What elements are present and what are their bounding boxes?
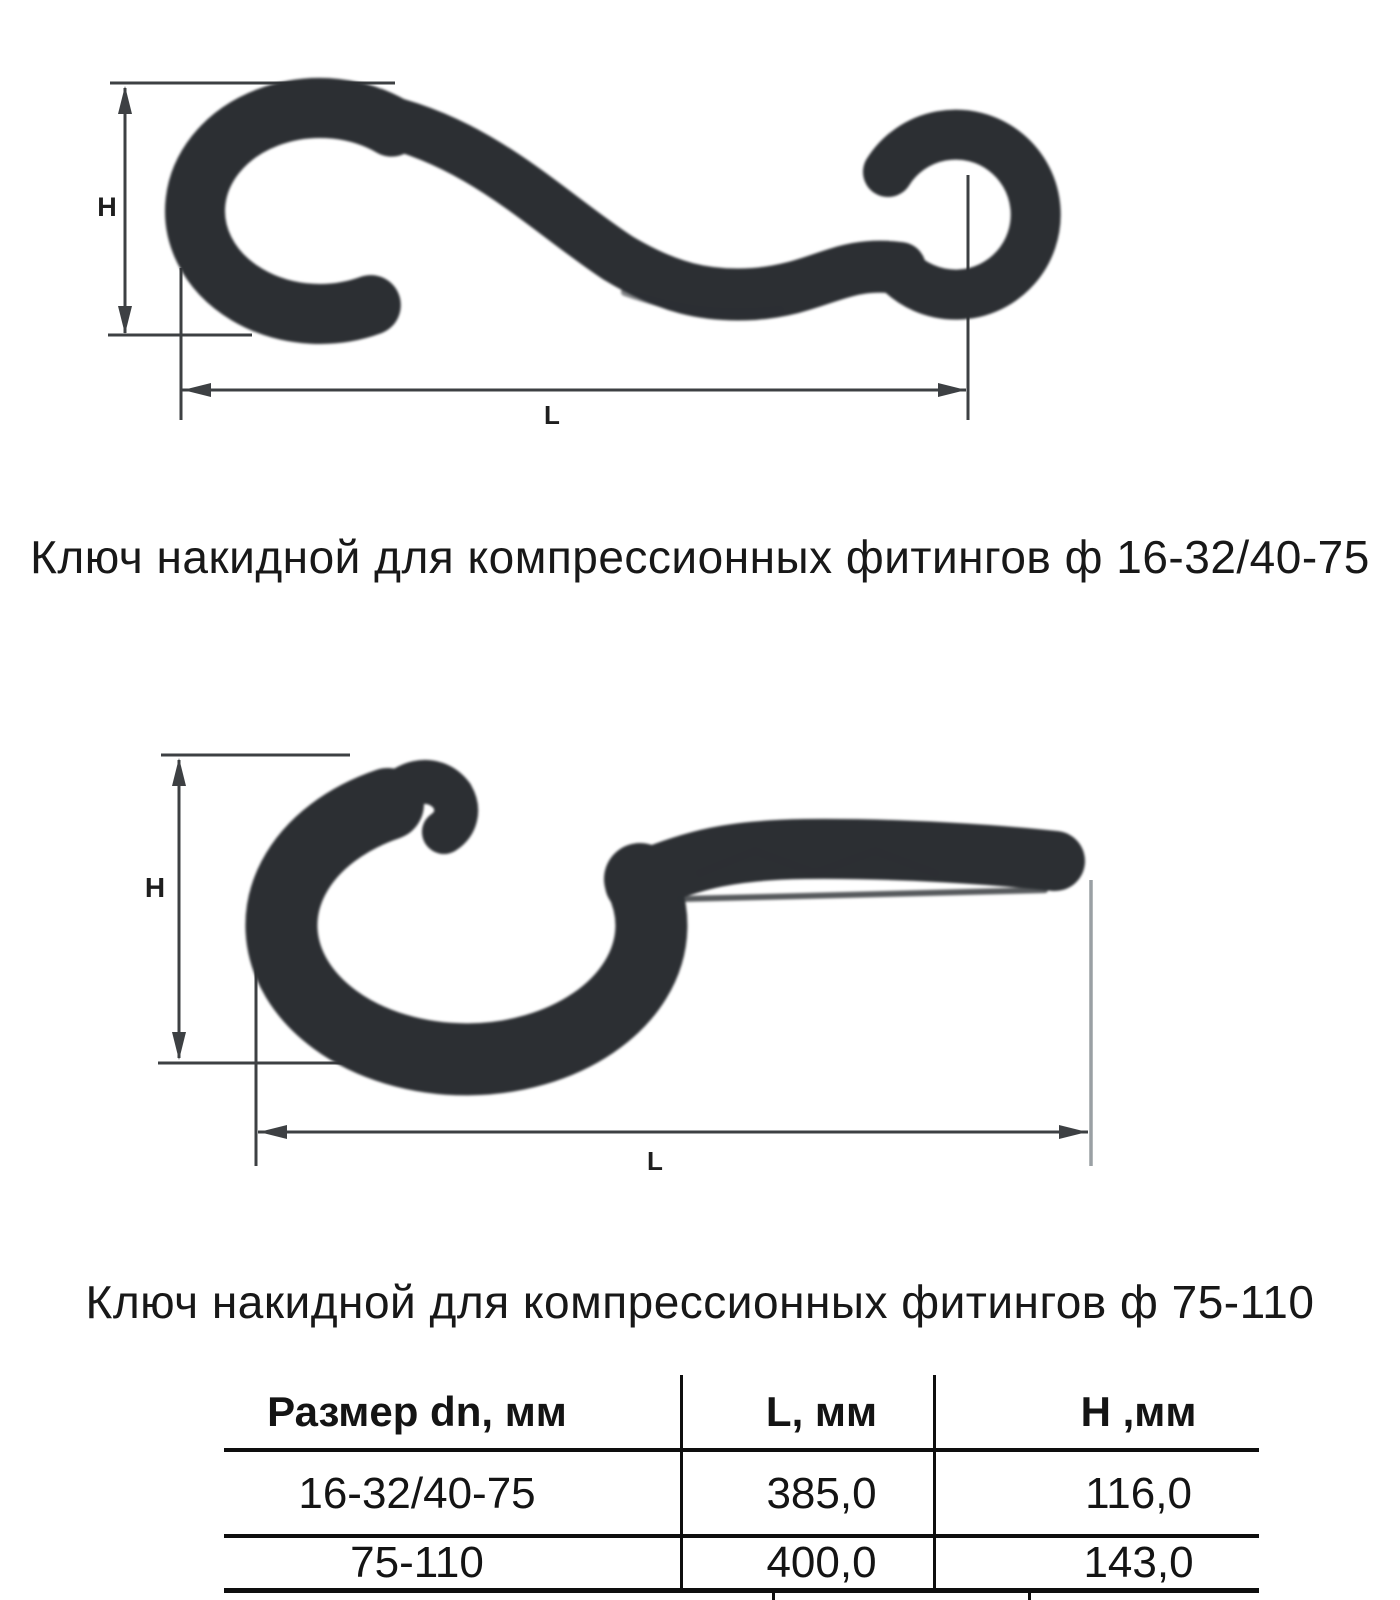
table-cell-size-2: 75-110 — [350, 1538, 484, 1587]
table-cell-length-2: 400,0 — [766, 1538, 877, 1587]
table-cell-size-1: 16-32/40-75 — [298, 1469, 536, 1518]
wrench-photo-2 — [281, 782, 1055, 1059]
dimensions-table — [224, 1375, 1259, 1600]
table-header-rule — [224, 1448, 1259, 1452]
wrench2-hook-jaw — [281, 804, 651, 1059]
table-next-row-vertical-2 — [1028, 1593, 1031, 1600]
fig2-arrow-up-icon — [172, 758, 186, 786]
figure2-caption: Ключ накидной для компрессионных фитингов ф 75-110 — [85, 1276, 1315, 1328]
table-cell-length-1: 385,0 — [766, 1469, 877, 1518]
fig2-height-dim-label: H — [144, 872, 166, 903]
fig2-arrow-right-icon — [1059, 1125, 1087, 1139]
table-bottom-rule — [224, 1588, 1259, 1593]
wrench1-handle — [372, 118, 900, 295]
fig1-arrow-down-icon — [118, 306, 132, 334]
wrench-photo-1 — [195, 108, 1036, 314]
table-cell-height-1: 116,0 — [1085, 1469, 1192, 1518]
fig1-height-dim-label: H — [97, 192, 117, 222]
fig1-arrow-right-icon — [938, 383, 966, 397]
figure1-drawing — [97, 83, 1035, 430]
fig1-arrow-up-icon — [118, 86, 132, 114]
table-header-height: H ,мм — [1080, 1387, 1197, 1435]
fig2-arrow-left-icon — [259, 1125, 287, 1139]
wrench2-handle-seam — [680, 890, 1045, 899]
fig2-length-dim-label: L — [647, 1146, 663, 1176]
figure2-drawing — [145, 755, 1091, 1176]
table-header-length: L, мм — [765, 1387, 878, 1435]
fig1-arrow-left-icon — [183, 383, 211, 397]
table-header-size: Размер dn, мм — [267, 1387, 567, 1435]
figure1-caption: Ключ накидной для компрессионных фитингов ф 16-32/40-75 — [30, 531, 1370, 583]
wrench1-right-jaw — [888, 135, 1036, 295]
fig2-arrow-down-icon — [172, 1032, 186, 1060]
table-next-row-vertical-1 — [772, 1593, 775, 1600]
table-cell-height-2: 143,0 — [1083, 1538, 1194, 1587]
fig1-length-dim-label: L — [544, 400, 560, 430]
wrench2-handle — [635, 849, 1055, 884]
